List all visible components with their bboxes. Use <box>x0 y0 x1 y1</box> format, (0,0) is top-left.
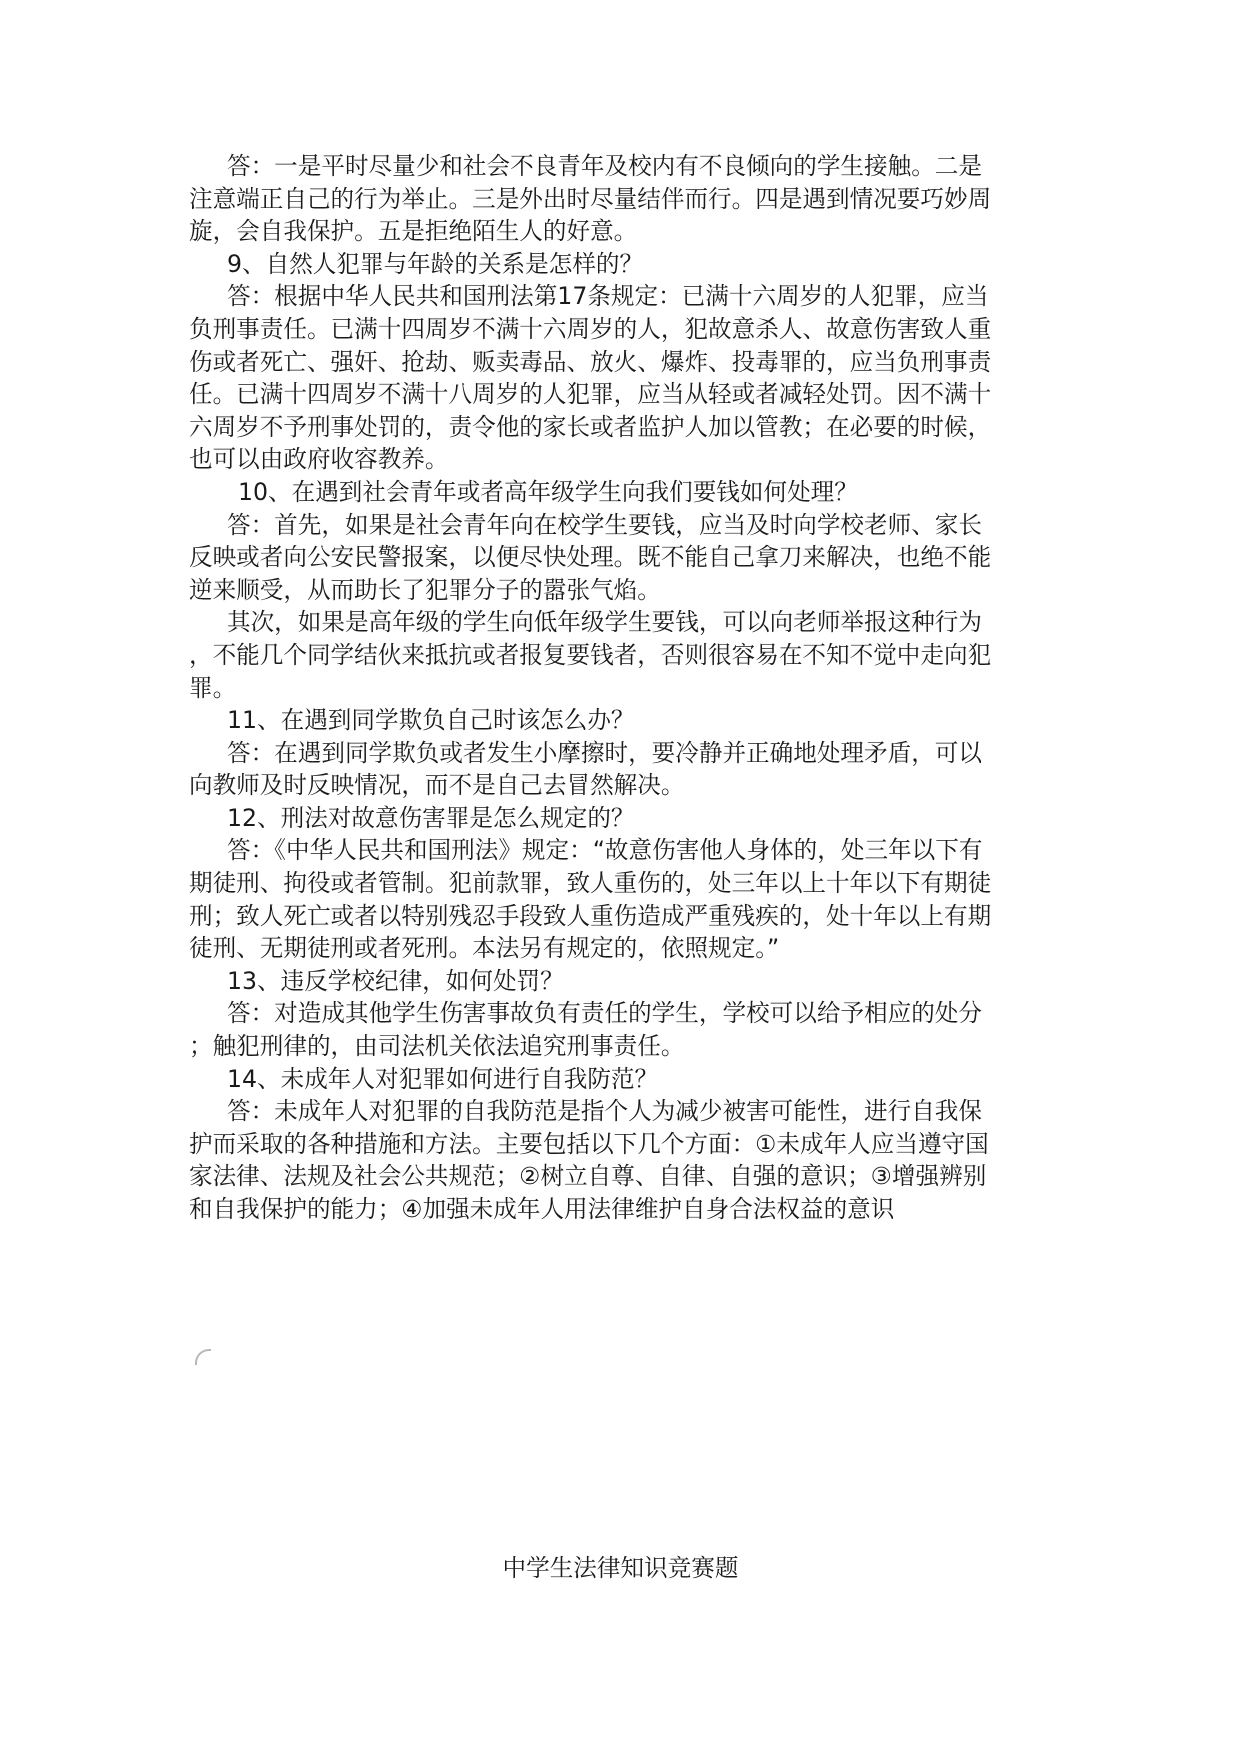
text-line: 向教师及时反映情况，而不是自己去冒然解决。 <box>189 771 685 800</box>
text-line: 护而采取的各种措施和方法。主要包括以下几个方面：①未成年人应当遵守国 <box>189 1129 989 1158</box>
text-line: 罪。 <box>189 673 237 702</box>
corner-mark-icon <box>195 1349 211 1365</box>
text-line: 答：对造成其他学生伤害事故负有责任的学生，学校可以给予相应的处分 <box>227 999 982 1028</box>
text-line: 任。已满十四周岁不满十八周岁的人犯罪，应当从轻或者减轻处罚。因不满十 <box>189 380 992 409</box>
text-line: 和自我保护的能力；④加强未成年人用法律维护自身合法权益的意识 <box>189 1195 895 1223</box>
text-line: 13、违反学校纪律，如何处罚？ <box>227 966 564 995</box>
text-line: 刑；致人死亡或者以特别残忍手段致人重伤造成严重残疾的，处十年以上有期 <box>189 901 992 930</box>
text-line: 旋，会自我保护。五是拒绝陌生人的好意。 <box>189 217 638 246</box>
text-line: 伤或者死亡、强奸、抢劫、贩卖毒品、放火、爆炸、投毒罪的，应当负刑事责 <box>189 347 992 376</box>
text-line: 注意端正自己的行为举止。三是外出时尽量结伴而行。四是遇到情况要巧妙周 <box>189 184 992 213</box>
text-line: 期徒刑、拘役或者管制。犯前款罪，致人重伤的，处三年以上十年以下有期徒 <box>189 869 992 898</box>
document-body <box>189 150 1059 1226</box>
text-line: 也可以由政府收容教养。 <box>189 445 449 474</box>
text-line: 答：首先，如果是社会青年向在校学生要钱，应当及时向学校老师、家长 <box>227 510 982 539</box>
text-line: 其次，如果是高年级的学生向低年级学生要钱，可以向老师举报这种行为 <box>227 608 982 637</box>
text-line: 负刑事责任。已满十四周岁不满十六周岁的人，犯故意杀人、故意伤害致人重 <box>189 314 992 343</box>
text-line: 家法律、法规及社会公共规范；②树立自尊、自律、自强的意识；③增强辨别 <box>189 1162 987 1191</box>
footer-title: 中学生法律知识竞赛题 <box>502 1554 739 1582</box>
text-line: 答：一是平时尽量少和社会不良青年及校内有不良倾向的学生接触。二是 <box>227 152 982 180</box>
text-line: 12、刑法对故意伤害罪是怎么规定的？ <box>227 803 635 832</box>
text-line: 六周岁不予刑事处罚的，责令他的家长或者监护人加以管教；在必要的时候， <box>189 412 992 441</box>
text-line: 徒刑、无期徒刑或者死刑。本法另有规定的，依照规定。” <box>189 934 780 963</box>
text-line: 14、未成年人对犯罪如何进行自我防范？ <box>227 1064 659 1093</box>
text-line: 答：在遇到同学欺负或者发生小摩擦时，要冷静并正确地处理矛盾，可以 <box>227 738 982 767</box>
text-line: 10、在遇到社会青年或者高年级学生向我们要钱如何处理？ <box>238 477 858 506</box>
text-line: ；触犯刑律的，由司法机关依法追究刑事责任。 <box>189 1032 685 1061</box>
text-line: 答：《中华人民共和国刑法》规定：“故意伤害他人身体的，处三年以下有 <box>227 836 983 865</box>
text-line: 答：未成年人对犯罪的自我防范是指个人为减少被害可能性，进行自我保 <box>227 1097 982 1126</box>
text-line: 答：根据中华人民共和国刑法第17条规定：已满十六周岁的人犯罪，应当 <box>227 282 989 311</box>
text-line: ，不能几个同学结伙来抵抗或者报复要钱者，否则很容易在不知不觉中走向犯 <box>189 640 992 669</box>
text-line: 9、自然人犯罪与年龄的关系是怎样的？ <box>227 249 644 278</box>
text-line: 逆来顺受，从而助长了犯罪分子的嚣张气焰。 <box>189 575 661 604</box>
text-line: 反映或者向公安民警报案，以便尽快处理。既不能自己拿刀来解决，也绝不能 <box>189 543 992 572</box>
text-line: 11、在遇到同学欺负自己时该怎么办？ <box>227 706 635 735</box>
